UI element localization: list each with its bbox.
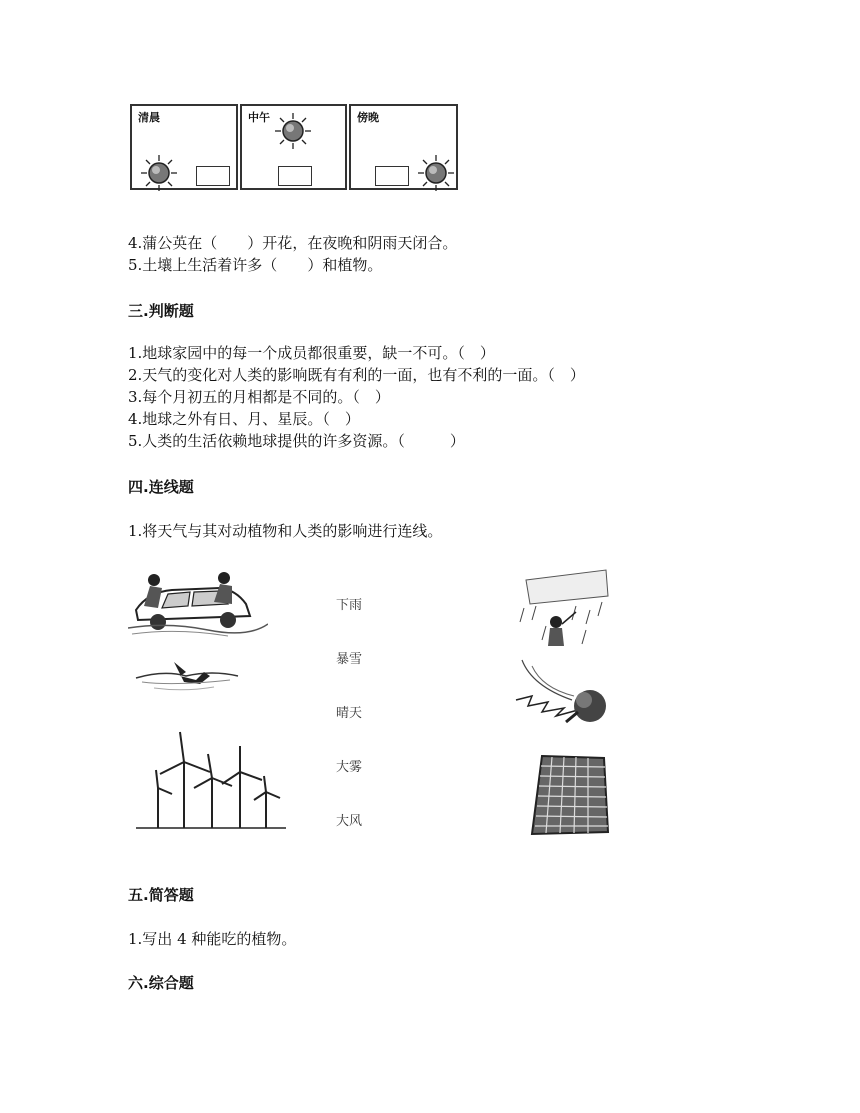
section-title-matching: 四.连线题 — [128, 478, 194, 496]
judgement-item: 1.地球家园中的每一个成员都很重要，缺一不可。（ ） — [128, 344, 495, 362]
sun-icon — [417, 154, 455, 192]
solar-panel-illustration — [528, 754, 610, 836]
section-title-comprehensive: 六.综合题 — [128, 974, 194, 992]
car-stuck-illustration — [128, 566, 268, 638]
sun-panel-morning — [130, 104, 238, 190]
matching-question: 1.将天气与其对动植物和人类的影响进行连线。 — [128, 522, 443, 540]
weather-word-wind[interactable]: 大风 — [336, 814, 363, 829]
judgement-item: 2.天气的变化对人类的影响既有有利的一面，也有不利的一面。（ ） — [128, 366, 585, 384]
fill-blank-item: 5.土壤上生活着许多（ ）和植物。 — [128, 256, 383, 274]
fill-blank-item: 4.蒲公英在（ ）开花，在夜晚和阴雨天闭合。 — [128, 234, 458, 252]
panel-label-morning: 清晨 — [138, 111, 160, 124]
sun-panel-noon — [240, 104, 347, 190]
judgement-item: 5.人类的生活依赖地球提供的许多资源。（ ） — [128, 432, 465, 450]
answer-box-noon[interactable] — [278, 166, 312, 186]
child-in-rain-illustration — [516, 566, 612, 652]
tree-in-wind-illustration — [512, 656, 612, 728]
judgement-item: 4.地球之外有日、月、星辰。（ ） — [128, 410, 360, 428]
sun-panel-evening — [349, 104, 458, 190]
section-title-short-answer: 五.简答题 — [128, 886, 194, 904]
wind-turbines-illustration — [136, 728, 286, 830]
weather-word-rain[interactable]: 下雨 — [336, 598, 363, 613]
bird-in-snow-illustration — [134, 654, 240, 696]
weather-word-sunny[interactable]: 晴天 — [336, 706, 363, 721]
judgement-item: 3.每个月初五的月相都是不同的。（ ） — [128, 388, 390, 406]
answer-box-morning[interactable] — [196, 166, 230, 186]
short-answer-question: 1.写出 4 种能吃的植物。 — [128, 930, 297, 948]
panel-label-noon: 中午 — [248, 111, 270, 124]
sun-icon — [140, 154, 178, 192]
panel-label-evening: 傍晚 — [357, 111, 379, 124]
weather-word-blizzard[interactable]: 暴雪 — [336, 652, 363, 667]
weather-word-fog[interactable]: 大雾 — [336, 760, 363, 775]
section-title-judgement: 三.判断题 — [128, 302, 194, 320]
sun-icon — [274, 112, 312, 150]
answer-box-evening[interactable] — [375, 166, 409, 186]
